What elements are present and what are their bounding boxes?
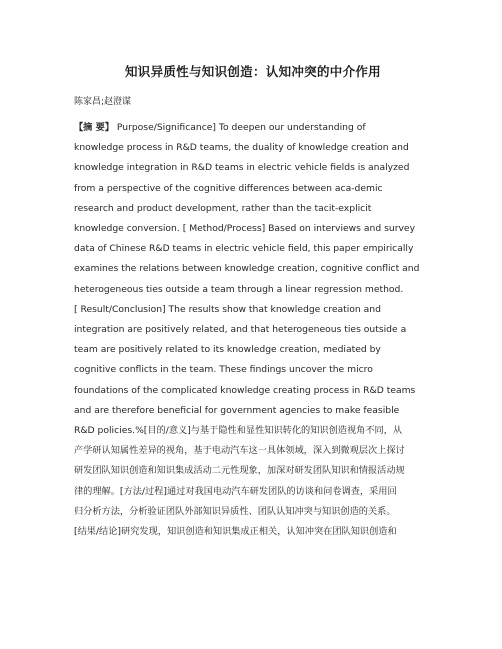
abstract-line-text: Purpose/Significance] To deepen our understanding of (113, 122, 366, 133)
abstract-line: knowledge conversion. [ Method/Process] Based on interviews and survey (74, 223, 416, 235)
abstract-line: [结果/结论]研究发现，知识创造和知识集成正相关，认知冲突在团队知识创造和 (74, 526, 397, 538)
paper-authors: 陈家昌;赵澄谋 (74, 97, 132, 107)
abstract-line: heterogeneous ties outside a team through a linear regression method. (74, 283, 404, 295)
abstract-line: 归分析方法，分析验证团队外部知识异质性、团队认知冲突与知识创造的关系。 (74, 505, 396, 517)
abstract-line: knowledge process in R&D teams, the duality of knowledge creation and (74, 142, 409, 154)
abstract-line: and are therefore beneficial for government agencies to make feasible (74, 404, 400, 416)
abstract-line: 律的理解。[方法/过程]通过对我国电动汽车研发团队的访谈和问卷调查，采用回 (74, 485, 397, 497)
abstract (74, 118, 432, 542)
abstract-line: examines the relations between knowledge creation, cognitive conflict and (74, 263, 420, 275)
abstract-line: 产学研认知属性差异的视角，基于电动汽车这一具体领域，深入到微观层次上探讨 (74, 445, 405, 457)
abstract-line: from a perspective of the cognitive differences between aca-demic (74, 182, 383, 194)
abstract-line: integration are positively related, and that heterogeneous ties outside a (74, 324, 407, 336)
abstract-line: knowledge integration in R&D teams in electric vehicle fields is analyzed (74, 162, 410, 174)
abstract-line: R&D policies.%[目的/意义]与基于隐性和显性知识转化的知识创造视角不同，从 (74, 425, 403, 437)
abstract-line: cognitive conflicts in the team. These findings uncover the micro (74, 364, 373, 376)
abstract-line: research and product development, rather than the tacit-explicit (74, 202, 372, 214)
abstract-line: foundations of the complicated knowledge creating process in R&D teams (74, 384, 416, 396)
abstract-line: data of Chinese R&D teams in electric vehicle field, this paper empirically (74, 243, 414, 255)
abstract-line (74, 118, 432, 138)
abstract-line: [ Result/Conclusion] The results show that knowledge creation and (74, 303, 381, 315)
abstract-line: team are positively related to its knowledge creation, mediated by (74, 344, 381, 356)
abstract-tag: 【摘 要】 (74, 122, 114, 133)
abstract-line: 研发团队知识创造和知识集成活动二元性现象，加深对研发团队知识和情报活动规 (74, 465, 405, 477)
paper-title: 知识异质性与知识创造：认知冲突的中介作用 (124, 64, 381, 79)
